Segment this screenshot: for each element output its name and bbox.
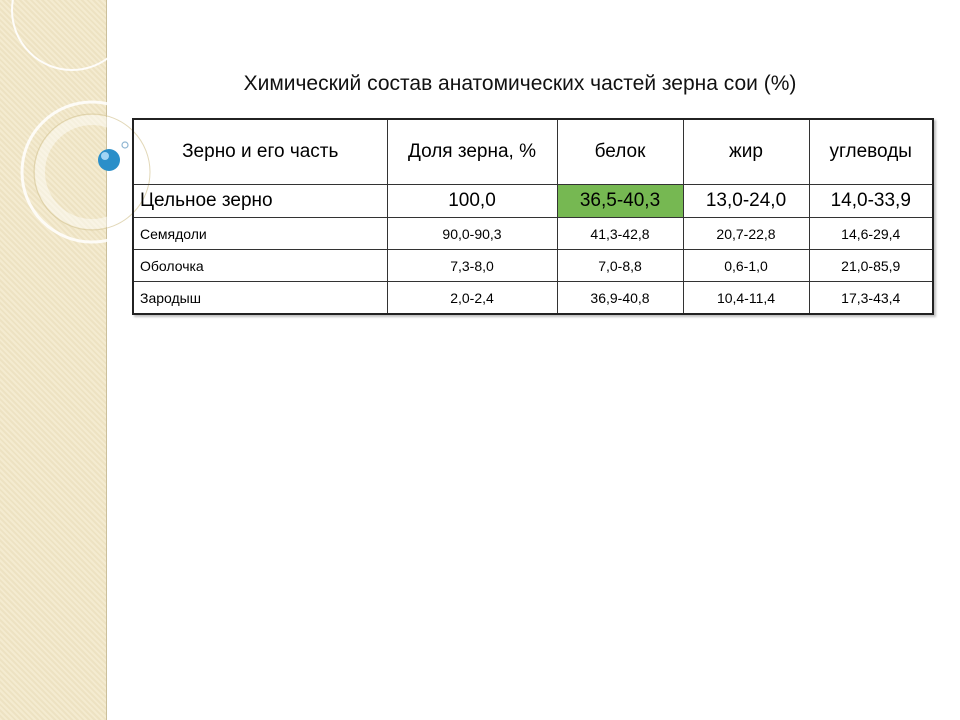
table-row — [133, 250, 933, 282]
table-cell: 20,7-22,8 — [683, 218, 809, 250]
table-cell: 17,3-43,4 — [809, 282, 933, 315]
small-bead-icon — [122, 142, 128, 148]
header-cell: углеводы — [809, 119, 933, 185]
bullet-ball-highlight — [101, 152, 109, 160]
header-cell: Зерно и его часть — [133, 119, 387, 185]
composition-table — [132, 118, 934, 315]
table-cell: 41,3-42,8 — [557, 218, 683, 250]
table-cell: 13,0-24,0 — [683, 185, 809, 218]
table-cell: 10,4-11,4 — [683, 282, 809, 315]
deco-arc-top — [12, 0, 132, 70]
table-cell: 0,6-1,0 — [683, 250, 809, 282]
table-cell: 2,0-2,4 — [387, 282, 557, 315]
table-cell: 7,0-8,8 — [557, 250, 683, 282]
table-header-row — [133, 119, 933, 185]
header-cell: белок — [557, 119, 683, 185]
table-cell: Цельное зерно — [133, 185, 387, 218]
table-row — [133, 282, 933, 315]
table-row — [133, 185, 933, 218]
table-cell: 14,0-33,9 — [809, 185, 933, 218]
slide-title: Химический состав анатомических частей зерна сои (%) — [243, 72, 797, 95]
decorative-circles — [0, 0, 140, 300]
table-row — [133, 218, 933, 250]
table-cell: Оболочка — [133, 250, 387, 282]
bullet-ball-icon — [98, 149, 120, 171]
table-cell: Зародыш — [133, 282, 387, 315]
table-cell: 90,0-90,3 — [387, 218, 557, 250]
table-cell: Семядоли — [133, 218, 387, 250]
table-cell: 36,9-40,8 — [557, 282, 683, 315]
table-cell: 21,0-85,9 — [809, 250, 933, 282]
deco-ring-inner — [40, 120, 144, 224]
table-cell: 14,6-29,4 — [809, 218, 933, 250]
table-cell: 100,0 — [387, 185, 557, 218]
highlighted-cell: 36,5-40,3 — [557, 185, 683, 218]
header-cell: Доля зерна, % — [387, 119, 557, 185]
header-cell: жир — [683, 119, 809, 185]
table-cell: 7,3-8,0 — [387, 250, 557, 282]
